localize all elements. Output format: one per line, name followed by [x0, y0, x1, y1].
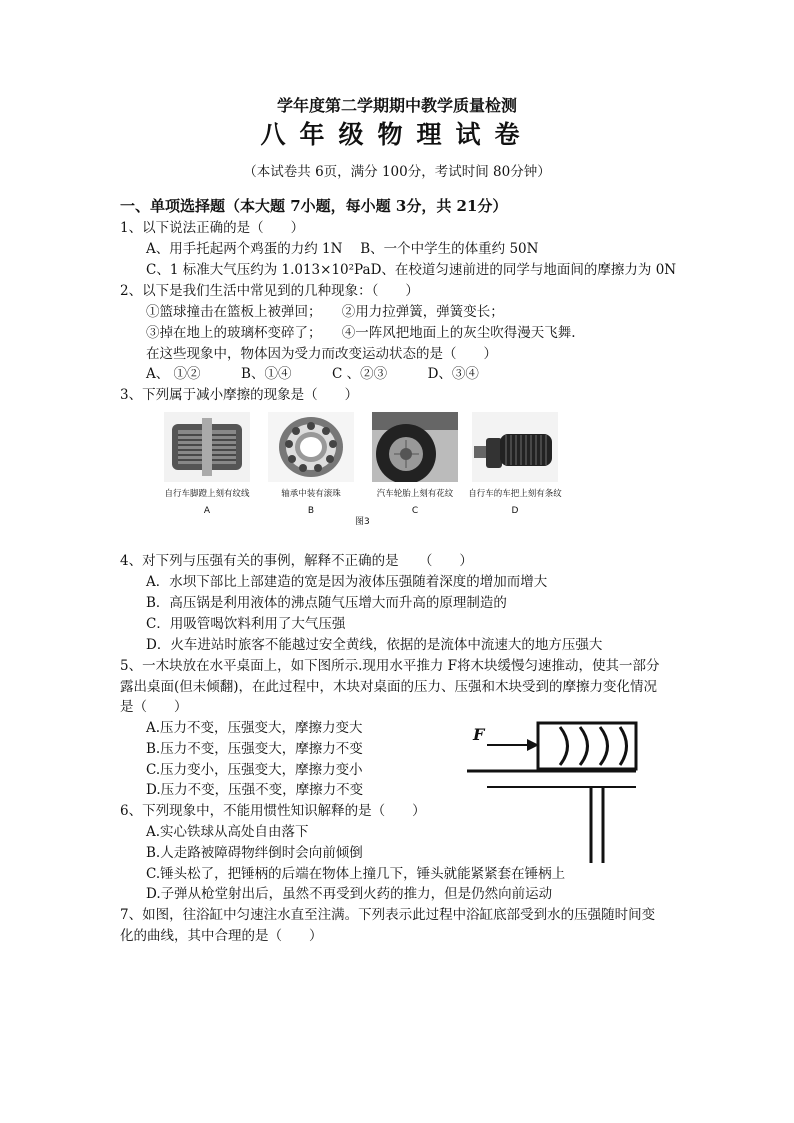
- q6-option-c: C.锤头松了，把锤柄的后端在物体上撞几下，锤头就能紧紧套在锤柄上: [146, 866, 566, 882]
- q3-caption-d: 自行车的车把上刻有条纹: [468, 489, 562, 499]
- q5-stem-line1: 5、一木块放在水平桌面上，如下图所示.现用水平推力 F将木块缓慢匀速推动，使其一部分: [120, 658, 660, 674]
- q3-caption-c: 汽车轮胎上刻有花纹: [376, 489, 454, 499]
- exam-subtitle: 学年度第二学期期中教学质量检测: [276, 96, 517, 115]
- q3-image-b: [264, 408, 358, 526]
- q2-stem: 2、以下是我们生活中常见到的几种现象：（ ）: [120, 283, 419, 299]
- q2-phenomena-line1: ①篮球撞击在篮板上被弹回； ②用力拉弹簧，弹簧变长；: [146, 304, 504, 320]
- handlebar-photo: [472, 412, 558, 482]
- q3-caption-a: 自行车脚蹬上刻有纹线: [164, 489, 250, 499]
- q4-stem: 4、对下列与压强有关的事例，解释不正确的是 （ ）: [120, 553, 473, 569]
- force-label: F: [473, 725, 485, 744]
- q3-caption-b: 轴承中装有滚珠: [281, 489, 341, 499]
- q6-option-b: B.人走路被障碍物绊倒时会向前倾倒: [146, 845, 363, 861]
- q2-question: 在这些现象中，物体因为受力而改变运动状态的是（ ）: [146, 346, 497, 362]
- q2-options: A、 ①② B、①④ C 、②③ D、③④: [146, 366, 479, 382]
- q7-stem-line1: 7、如图，往浴缸中匀速注水直至注满。下列表示此过程中浴缸底部受到水的压强随时间变: [120, 907, 656, 923]
- q4-option-c: C．用吸管喝饮料利用了大气压强: [146, 616, 346, 632]
- q3-image-a: [160, 408, 254, 526]
- bearing-photo: [268, 412, 354, 482]
- q5-option-d: D.压力不变，压强不变，摩擦力不变: [146, 782, 364, 798]
- q4-option-d: D．火车进站时旅客不能越过安全黄线，依据的是流体中流速大的地方压强大: [146, 637, 603, 653]
- q6-stem: 6、下列现象中，不能用惯性知识解释的是（ ）: [120, 803, 426, 819]
- q5-stem-line3: 是（ ）: [120, 699, 188, 715]
- q5-stem-line2: 露出桌面(但未倾翻)，在此过程中，木块对桌面的压力、压强和木块受到的摩擦力变化情况: [120, 679, 658, 695]
- pedal-photo: [164, 412, 250, 482]
- q4-option-b: B．高压锅是利用液体的沸点随气压增大而升高的原理制造的: [146, 595, 507, 611]
- q3-stem: 3、下列属于减小摩擦的现象是（ ）: [120, 387, 359, 403]
- exam-note: （本试卷共 6页，满分 100分，考试时间 80分钟）: [243, 164, 551, 180]
- q3-letter-b: B: [307, 506, 315, 516]
- q3-letter-d: D: [511, 506, 519, 516]
- q6-option-d: D.子弹从枪堂射出后，虽然不再受到火药的推力，但是仍然向前运动: [146, 886, 553, 902]
- q1-stem: 1、以下说法正确的是（ ）: [120, 220, 305, 236]
- q7-stem-line2: 化的曲线，其中合理的是（ ）: [120, 928, 323, 944]
- q3-figure-label: 图3: [355, 517, 370, 527]
- q5-option-a: A.压力不变，压强变大，摩擦力变大: [146, 720, 363, 736]
- q3-figure: [160, 408, 565, 530]
- q1-options-line1: A、用手托起两个鸡蛋的力约 1N B、一个中学生的体重约 50N: [146, 241, 539, 257]
- exam-title: 八年级物理试卷: [260, 120, 534, 149]
- section-heading: 一、单项选择题（本大题 7小题，每小题 3分，共 21分）: [120, 197, 508, 215]
- q5-option-c: C.压力变小，压强变大，摩擦力变小: [146, 762, 363, 778]
- q2-phenomena-line2: ③掉在地上的玻璃杯变碎了； ④一阵风把地面上的灰尘吹得漫天飞舞.: [146, 325, 576, 341]
- q3-letter-c: C: [411, 506, 419, 516]
- tire-photo: [372, 412, 458, 482]
- q1-options-line2: C、1 标准大气压约为 1.013×10²PaD、在校道匀速前进的同学与地面间的摩擦力为 0N: [146, 262, 677, 278]
- q3-letter-a: A: [203, 506, 211, 516]
- q5-figure: [465, 715, 640, 865]
- q5-option-b: B.压力不变，压强变大，摩擦力不变: [146, 741, 363, 757]
- q6-option-a: A.实心铁球从高处自由落下: [146, 824, 309, 840]
- q4-option-a: A．水坝下部比上部建造的宽是因为液体压强随着深度的增加而增大: [146, 574, 548, 590]
- q3-image-c: [368, 408, 462, 526]
- q3-image-d: [468, 408, 562, 526]
